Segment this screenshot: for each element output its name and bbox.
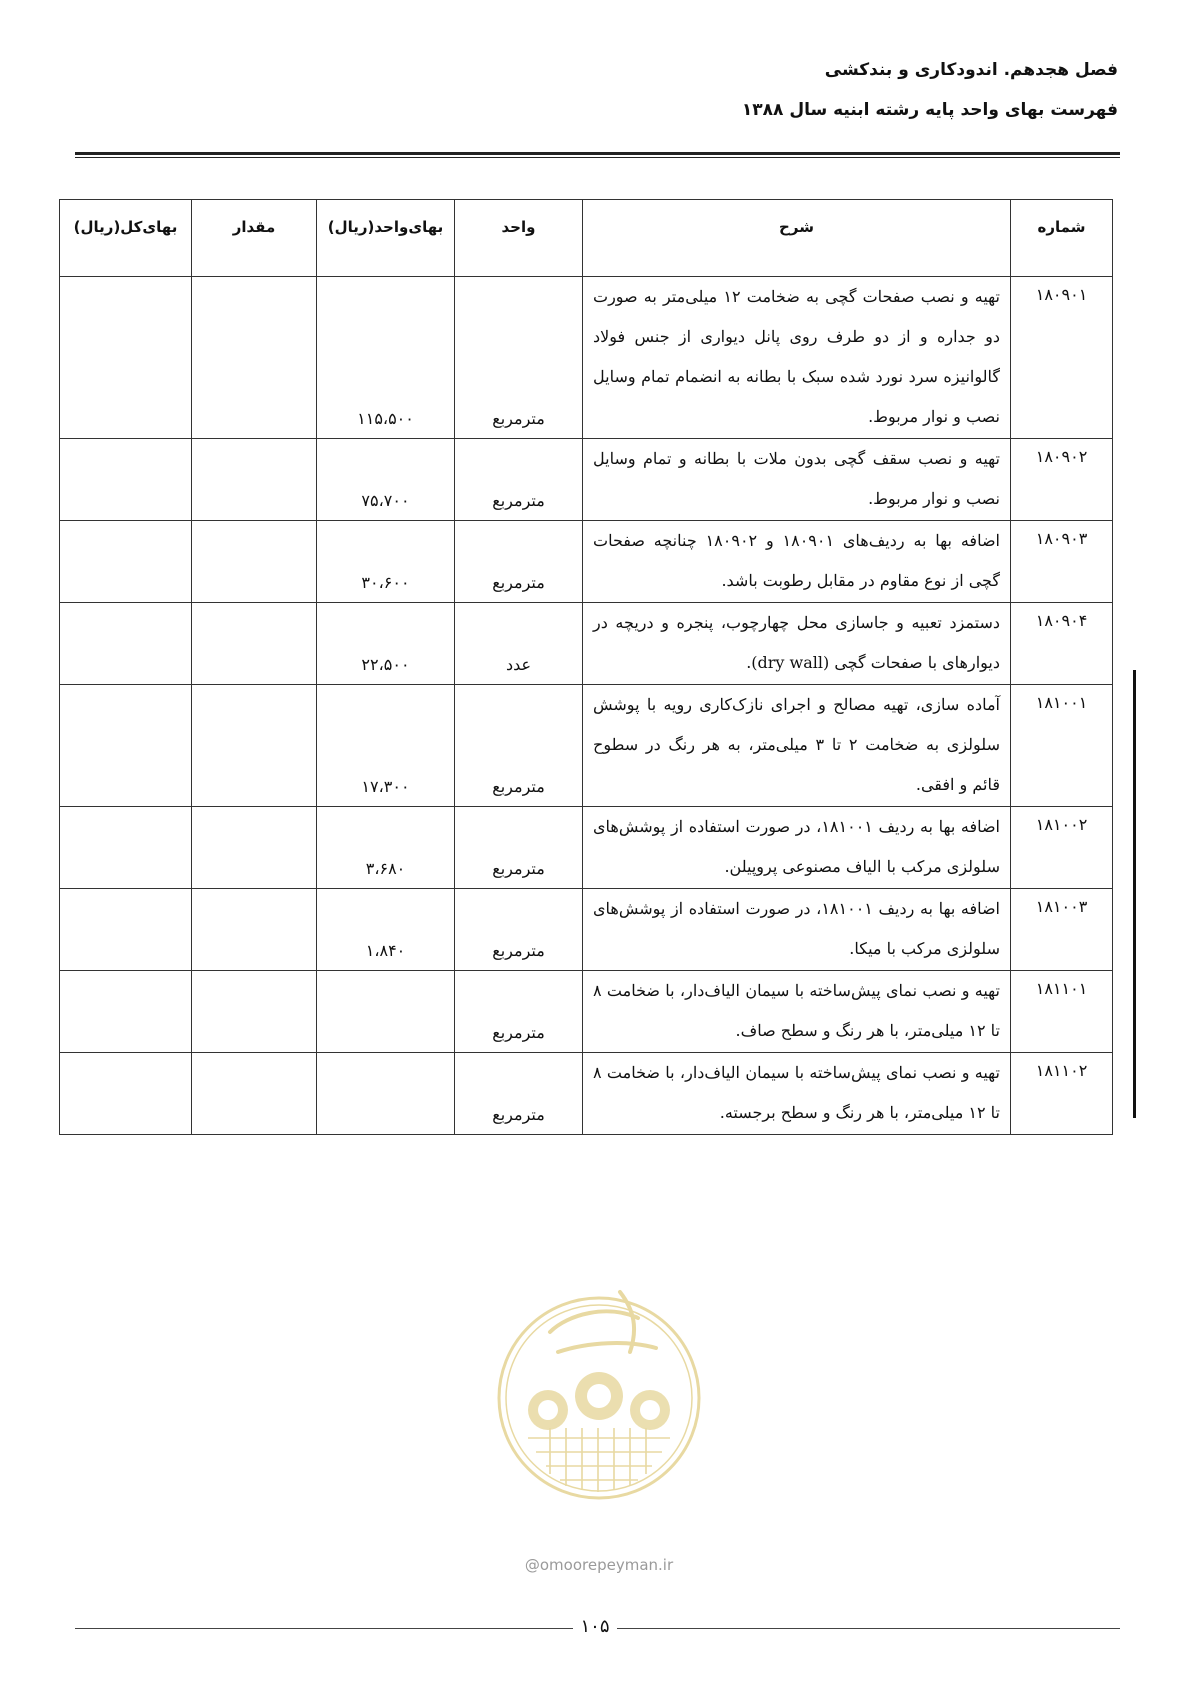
cell-description: تهیه و نصب نمای پیش‌ساخته با سیمان الیاف‌دار، با ضخامت ۸ تا ۱۲ میلی‌متر، با هر رنگ و سطح صاف.	[583, 971, 1011, 1053]
cell-unit: مترمربع	[455, 521, 583, 603]
cell-total-price	[60, 685, 192, 807]
cell-number: ۱۸۱۱۰۲	[1011, 1053, 1113, 1135]
cell-quantity	[192, 971, 317, 1053]
col-header-unit-price: بهای‌واحد(ریال)	[317, 200, 455, 277]
cell-unit-price	[317, 971, 455, 1053]
cell-quantity	[192, 439, 317, 521]
cell-quantity	[192, 685, 317, 807]
cell-total-price	[60, 807, 192, 889]
table-header-row	[60, 200, 1113, 277]
margin-bar	[1133, 670, 1136, 1118]
cell-number: ۱۸۱۰۰۳	[1011, 889, 1113, 971]
cell-description: تهیه و نصب نمای پیش‌ساخته با سیمان الیاف‌دار، با ضخامت ۸ تا ۱۲ میلی‌متر، با هر رنگ و سطح برجسته.	[583, 1053, 1011, 1135]
table-row	[60, 971, 1113, 1053]
table-row	[60, 1053, 1113, 1135]
list-title: فهرست بهای واحد پایه رشته ابنیه سال ۱۳۸۸	[741, 100, 1118, 120]
cell-unit: عدد	[455, 603, 583, 685]
cell-unit-price: ۳۰،۶۰۰	[317, 521, 455, 603]
header-rule-thin	[75, 157, 1120, 158]
cell-quantity	[192, 603, 317, 685]
cell-total-price	[60, 521, 192, 603]
cell-unit-price: ۱،۸۴۰	[317, 889, 455, 971]
col-header-unit: واحد	[455, 200, 583, 277]
cell-total-price	[60, 1053, 192, 1135]
cell-quantity	[192, 807, 317, 889]
cell-number: ۱۸۱۰۰۱	[1011, 685, 1113, 807]
cell-number: ۱۸۰۹۰۲	[1011, 439, 1113, 521]
cell-total-price	[60, 603, 192, 685]
page-header	[742, 60, 1118, 120]
cell-unit-price: ۷۵،۷۰۰	[317, 439, 455, 521]
col-header-description: شرح	[583, 200, 1011, 277]
cell-quantity	[192, 277, 317, 439]
cell-unit: مترمربع	[455, 971, 583, 1053]
cell-quantity	[192, 1053, 317, 1135]
table-row	[60, 521, 1113, 603]
cell-number: ۱۸۱۰۰۲	[1011, 807, 1113, 889]
cell-unit-price: ۲۲،۵۰۰	[317, 603, 455, 685]
cell-unit-price: ۱۱۵،۵۰۰	[317, 277, 455, 439]
footer-rule-left	[75, 1628, 573, 1629]
chapter-title: فصل هجدهم. اندودکاری و بندکشی	[824, 60, 1118, 80]
cell-total-price	[60, 971, 192, 1053]
cell-quantity	[192, 889, 317, 971]
table-row	[60, 889, 1113, 971]
cell-number: ۱۸۰۹۰۴	[1011, 603, 1113, 685]
cell-unit: مترمربع	[455, 1053, 583, 1135]
cell-number: ۱۸۰۹۰۳	[1011, 521, 1113, 603]
cell-unit: مترمربع	[455, 889, 583, 971]
price-table	[59, 199, 1113, 1135]
cell-unit: مترمربع	[455, 807, 583, 889]
cell-total-price	[60, 277, 192, 439]
col-header-total-price: بهای‌کل(ریال)	[60, 200, 192, 277]
cell-description: دستمزد تعبیه و جاسازی محل چهارچوب، پنجره و دریچه در دیوارهای با صفحات گچی (dry wall).	[583, 603, 1011, 685]
table-row	[60, 807, 1113, 889]
cell-total-price	[60, 889, 192, 971]
header-rule-thick	[75, 152, 1120, 155]
cell-description: اضافه بها به ردیف ۱۸۱۰۰۱، در صورت استفاده از پوشش‌های سلولزی مرکب با میکا.	[583, 889, 1011, 971]
table-row	[60, 277, 1113, 439]
cell-unit: مترمربع	[455, 439, 583, 521]
cell-description: آماده سازی، تهیه مصالح و اجرای نازک‌کاری رویه با پوشش سلولزی به ضخامت ۲ تا ۳ میلی‌متر، به هر رنگ در سطوح قائم و افقی.	[583, 685, 1011, 807]
cell-unit: مترمربع	[455, 685, 583, 807]
table-row	[60, 685, 1113, 807]
cell-number: ۱۸۱۱۰۱	[1011, 971, 1113, 1053]
cell-unit-price: ۱۷،۳۰۰	[317, 685, 455, 807]
cell-number: ۱۸۰۹۰۱	[1011, 277, 1113, 439]
cell-description: اضافه بها به ردیف ۱۸۱۰۰۱، در صورت استفاده از پوشش‌های سلولزی مرکب با الیاف مصنوعی پروپیلن.	[583, 807, 1011, 889]
seal-watermark-icon	[488, 1252, 710, 1552]
table-row	[60, 439, 1113, 521]
col-header-number: شماره	[1011, 200, 1113, 277]
cell-description: اضافه بها به ردیف‌های ۱۸۰۹۰۱ و ۱۸۰۹۰۲ چنانچه صفحات گچی از نوع مقاوم در مقابل رطوبت باشد.	[583, 521, 1011, 603]
seal-caption: @omoorepeyman.ir	[524, 1556, 674, 1574]
cell-unit-price: ۳،۶۸۰	[317, 807, 455, 889]
table-row	[60, 603, 1113, 685]
cell-description: تهیه و نصب صفحات گچی به ضخامت ۱۲ میلی‌متر به صورت دو جداره و از دو طرف روی پانل دیواری از جنس فولاد گالوانیزه سرد نورد شده سبک با بطانه به انضمام تمام وسایل نصب و نوار مربوط.	[583, 277, 1011, 439]
cell-unit: مترمربع	[455, 277, 583, 439]
cell-quantity	[192, 521, 317, 603]
cell-description: تهیه و نصب سقف گچی بدون ملات با بطانه و تمام وسایل نصب و نوار مربوط.	[583, 439, 1011, 521]
footer-rule-right	[617, 1628, 1120, 1629]
page-number: ۱۰۵	[580, 1616, 610, 1637]
cell-total-price	[60, 439, 192, 521]
cell-unit-price	[317, 1053, 455, 1135]
col-header-quantity: مقدار	[192, 200, 317, 277]
